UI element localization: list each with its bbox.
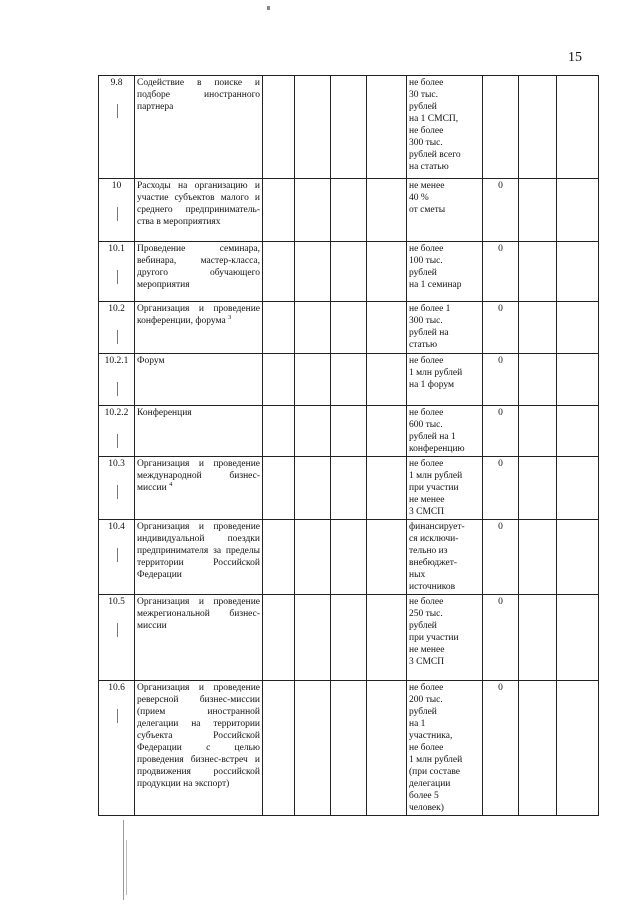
budget-table bbox=[98, 75, 599, 816]
empty-cell bbox=[331, 595, 367, 681]
scan-tick-mark bbox=[117, 485, 118, 499]
row-limit-text: не более 1 млн рублей на 1 форум bbox=[409, 356, 463, 390]
empty-cell bbox=[519, 242, 557, 302]
scan-tick-mark bbox=[117, 207, 118, 221]
scan-tick-mark bbox=[117, 434, 118, 448]
footnote-marker: 3 bbox=[228, 313, 232, 321]
empty-cell bbox=[263, 242, 295, 302]
row-value-text: 0 bbox=[498, 459, 503, 469]
row-number bbox=[99, 242, 135, 302]
empty-cell bbox=[519, 76, 557, 179]
row-description bbox=[135, 681, 263, 816]
table-row bbox=[99, 76, 599, 179]
empty-cell bbox=[367, 302, 407, 354]
empty-cell bbox=[331, 179, 367, 242]
empty-cell bbox=[331, 242, 367, 302]
scan-tick-mark bbox=[117, 623, 118, 637]
empty-cell bbox=[519, 302, 557, 354]
empty-cell bbox=[367, 520, 407, 595]
row-description bbox=[135, 354, 263, 406]
table-row bbox=[99, 242, 599, 302]
row-limit bbox=[407, 457, 483, 520]
row-limit bbox=[407, 406, 483, 457]
empty-cell bbox=[367, 354, 407, 406]
empty-cell bbox=[367, 179, 407, 242]
empty-cell bbox=[331, 457, 367, 520]
empty-cell bbox=[367, 595, 407, 681]
empty-cell bbox=[367, 242, 407, 302]
row-number-text: 10.3 bbox=[108, 459, 125, 469]
row-limit-text: не более 600 тыс. рублей на 1 конференцию bbox=[409, 408, 465, 454]
empty-cell bbox=[331, 681, 367, 816]
empty-cell bbox=[295, 681, 331, 816]
row-description bbox=[135, 242, 263, 302]
empty-cell bbox=[331, 520, 367, 595]
empty-cell bbox=[331, 354, 367, 406]
scan-tick-mark bbox=[117, 330, 118, 344]
empty-cell bbox=[557, 406, 599, 457]
row-description bbox=[135, 457, 263, 520]
table-row bbox=[99, 179, 599, 242]
row-number-text: 10.6 bbox=[108, 683, 125, 693]
row-description-text: Форум bbox=[137, 356, 165, 366]
row-limit bbox=[407, 76, 483, 179]
empty-cell bbox=[263, 302, 295, 354]
row-limit-text: не более 1 млн рублей при участии не менее 3 СМСП bbox=[409, 459, 463, 517]
row-number-text: 10.2.2 bbox=[104, 408, 129, 418]
empty-cell bbox=[263, 457, 295, 520]
empty-cell bbox=[263, 681, 295, 816]
empty-cell bbox=[557, 179, 599, 242]
empty-cell bbox=[331, 76, 367, 179]
row-number-text: 10.2.1 bbox=[104, 356, 129, 366]
table-row bbox=[99, 681, 599, 816]
row-description-text: Организация и проведение конференции, форума bbox=[137, 304, 260, 326]
empty-cell bbox=[331, 406, 367, 457]
row-description bbox=[135, 179, 263, 242]
scan-margin-line bbox=[126, 840, 127, 895]
row-limit bbox=[407, 302, 483, 354]
scan-tick-mark bbox=[117, 709, 118, 723]
row-value-text: 0 bbox=[498, 356, 503, 366]
empty-cell bbox=[557, 302, 599, 354]
empty-cell bbox=[519, 406, 557, 457]
row-value bbox=[483, 457, 519, 520]
empty-cell bbox=[295, 406, 331, 457]
row-description-text: Содействие в поиске и подборе иностранного партнера bbox=[137, 78, 260, 112]
row-value-text: 0 bbox=[498, 181, 503, 191]
row-description-text: Организация и проведение реверсной бизнес-миссии (прием иностранной делегации на территории субъекта Российской Федерации с целью проведения бизнес-встреч и продвижения российской продукции на экспорт) bbox=[137, 683, 260, 789]
empty-cell bbox=[557, 595, 599, 681]
empty-cell bbox=[263, 520, 295, 595]
empty-cell bbox=[557, 354, 599, 406]
row-description-text: Организация и проведение международной бизнес-миссии bbox=[137, 459, 260, 493]
row-number-text: 10.5 bbox=[108, 597, 125, 607]
empty-cell bbox=[367, 457, 407, 520]
empty-cell bbox=[367, 681, 407, 816]
row-value bbox=[483, 179, 519, 242]
row-value-text: 0 bbox=[498, 244, 503, 254]
row-value-text: 0 bbox=[498, 683, 503, 693]
row-number bbox=[99, 302, 135, 354]
row-number bbox=[99, 354, 135, 406]
table-row bbox=[99, 354, 599, 406]
empty-cell bbox=[519, 520, 557, 595]
empty-cell bbox=[263, 179, 295, 242]
row-value-text: 0 bbox=[498, 408, 503, 418]
empty-cell bbox=[557, 681, 599, 816]
row-limit bbox=[407, 179, 483, 242]
row-number-text: 10.2 bbox=[108, 304, 125, 314]
row-limit bbox=[407, 595, 483, 681]
row-number bbox=[99, 406, 135, 457]
row-limit-text: не более 30 тыс. рублей на 1 СМСП, не более 300 тыс. рублей всего на статью bbox=[409, 78, 461, 172]
row-value bbox=[483, 354, 519, 406]
empty-cell bbox=[263, 595, 295, 681]
row-description bbox=[135, 520, 263, 595]
empty-cell bbox=[295, 595, 331, 681]
row-number bbox=[99, 457, 135, 520]
row-number bbox=[99, 179, 135, 242]
row-value bbox=[483, 681, 519, 816]
row-number bbox=[99, 520, 135, 595]
table-row bbox=[99, 520, 599, 595]
scan-tick-mark bbox=[117, 104, 118, 118]
row-value-text: 0 bbox=[498, 522, 503, 532]
row-description-text: Проведение семинара, вебинара, мастер-класса, другого обучающего мероприятия bbox=[137, 244, 260, 290]
footnote-marker: 4 bbox=[169, 480, 173, 488]
empty-cell bbox=[557, 242, 599, 302]
row-description bbox=[135, 406, 263, 457]
empty-cell bbox=[295, 179, 331, 242]
table-row bbox=[99, 406, 599, 457]
empty-cell bbox=[295, 520, 331, 595]
row-number-text: 9.8 bbox=[110, 78, 123, 88]
row-number-text: 10 bbox=[111, 181, 122, 191]
empty-cell bbox=[519, 457, 557, 520]
empty-cell bbox=[557, 520, 599, 595]
empty-cell bbox=[295, 354, 331, 406]
row-value bbox=[483, 76, 519, 179]
row-value bbox=[483, 302, 519, 354]
empty-cell bbox=[295, 242, 331, 302]
scan-tick-mark bbox=[117, 548, 118, 562]
row-number bbox=[99, 681, 135, 816]
empty-cell bbox=[263, 354, 295, 406]
row-description-text: Конференция bbox=[137, 408, 192, 418]
row-limit bbox=[407, 520, 483, 595]
table-row bbox=[99, 595, 599, 681]
row-limit bbox=[407, 681, 483, 816]
empty-cell bbox=[519, 681, 557, 816]
empty-cell bbox=[519, 179, 557, 242]
scan-margin-line bbox=[123, 820, 124, 900]
row-limit bbox=[407, 242, 483, 302]
empty-cell bbox=[367, 76, 407, 179]
row-description-text: Организация и проведение индивидуальной поездки предпринимателя за пределы территории Российской Федерации bbox=[137, 522, 260, 580]
table-row bbox=[99, 302, 599, 354]
empty-cell bbox=[367, 406, 407, 457]
empty-cell bbox=[263, 406, 295, 457]
table-row bbox=[99, 457, 599, 520]
empty-cell bbox=[263, 76, 295, 179]
scan-tick-mark bbox=[117, 270, 118, 284]
empty-cell bbox=[519, 354, 557, 406]
row-description bbox=[135, 76, 263, 179]
row-limit bbox=[407, 354, 483, 406]
row-value bbox=[483, 406, 519, 457]
row-number bbox=[99, 595, 135, 681]
empty-cell bbox=[557, 76, 599, 179]
row-value bbox=[483, 595, 519, 681]
empty-cell bbox=[295, 457, 331, 520]
row-number bbox=[99, 76, 135, 179]
empty-cell bbox=[519, 595, 557, 681]
empty-cell bbox=[557, 457, 599, 520]
row-number-text: 10.4 bbox=[108, 522, 125, 532]
row-limit-text: не более 100 тыс. рублей на 1 семинар bbox=[409, 244, 462, 290]
row-value bbox=[483, 242, 519, 302]
row-limit-text: не более 1 300 тыс. рублей на статью bbox=[409, 304, 451, 350]
row-limit-text: не более 250 тыс. рублей при участии не менее 3 СМСП bbox=[409, 597, 459, 667]
page-number: 15 bbox=[568, 50, 582, 65]
row-limit-text: финансирует- ся исключи- тельно из внебюджет- ных источников bbox=[409, 522, 465, 592]
empty-cell bbox=[295, 302, 331, 354]
row-value bbox=[483, 520, 519, 595]
row-value-text: 0 bbox=[498, 597, 503, 607]
row-description-text: Организация и проведение межрегиональной бизнес-миссии bbox=[137, 597, 260, 631]
row-limit-text: не более 200 тыс. рублей на 1 участника, не более 1 млн рублей (при составе делегации более 5 человек) bbox=[409, 683, 463, 813]
row-description bbox=[135, 302, 263, 354]
row-number-text: 10.1 bbox=[108, 244, 125, 254]
row-description bbox=[135, 595, 263, 681]
row-value-text: 0 bbox=[498, 304, 503, 314]
scan-tick-mark bbox=[117, 382, 118, 396]
row-description-text: Расходы на организацию и участие субъектов малого и среднего предпринимательства в мероприятиях bbox=[137, 181, 260, 227]
empty-cell bbox=[331, 302, 367, 354]
empty-cell bbox=[295, 76, 331, 179]
row-limit-text: не менее 40 % от сметы bbox=[409, 181, 446, 215]
scan-speck bbox=[267, 6, 270, 10]
